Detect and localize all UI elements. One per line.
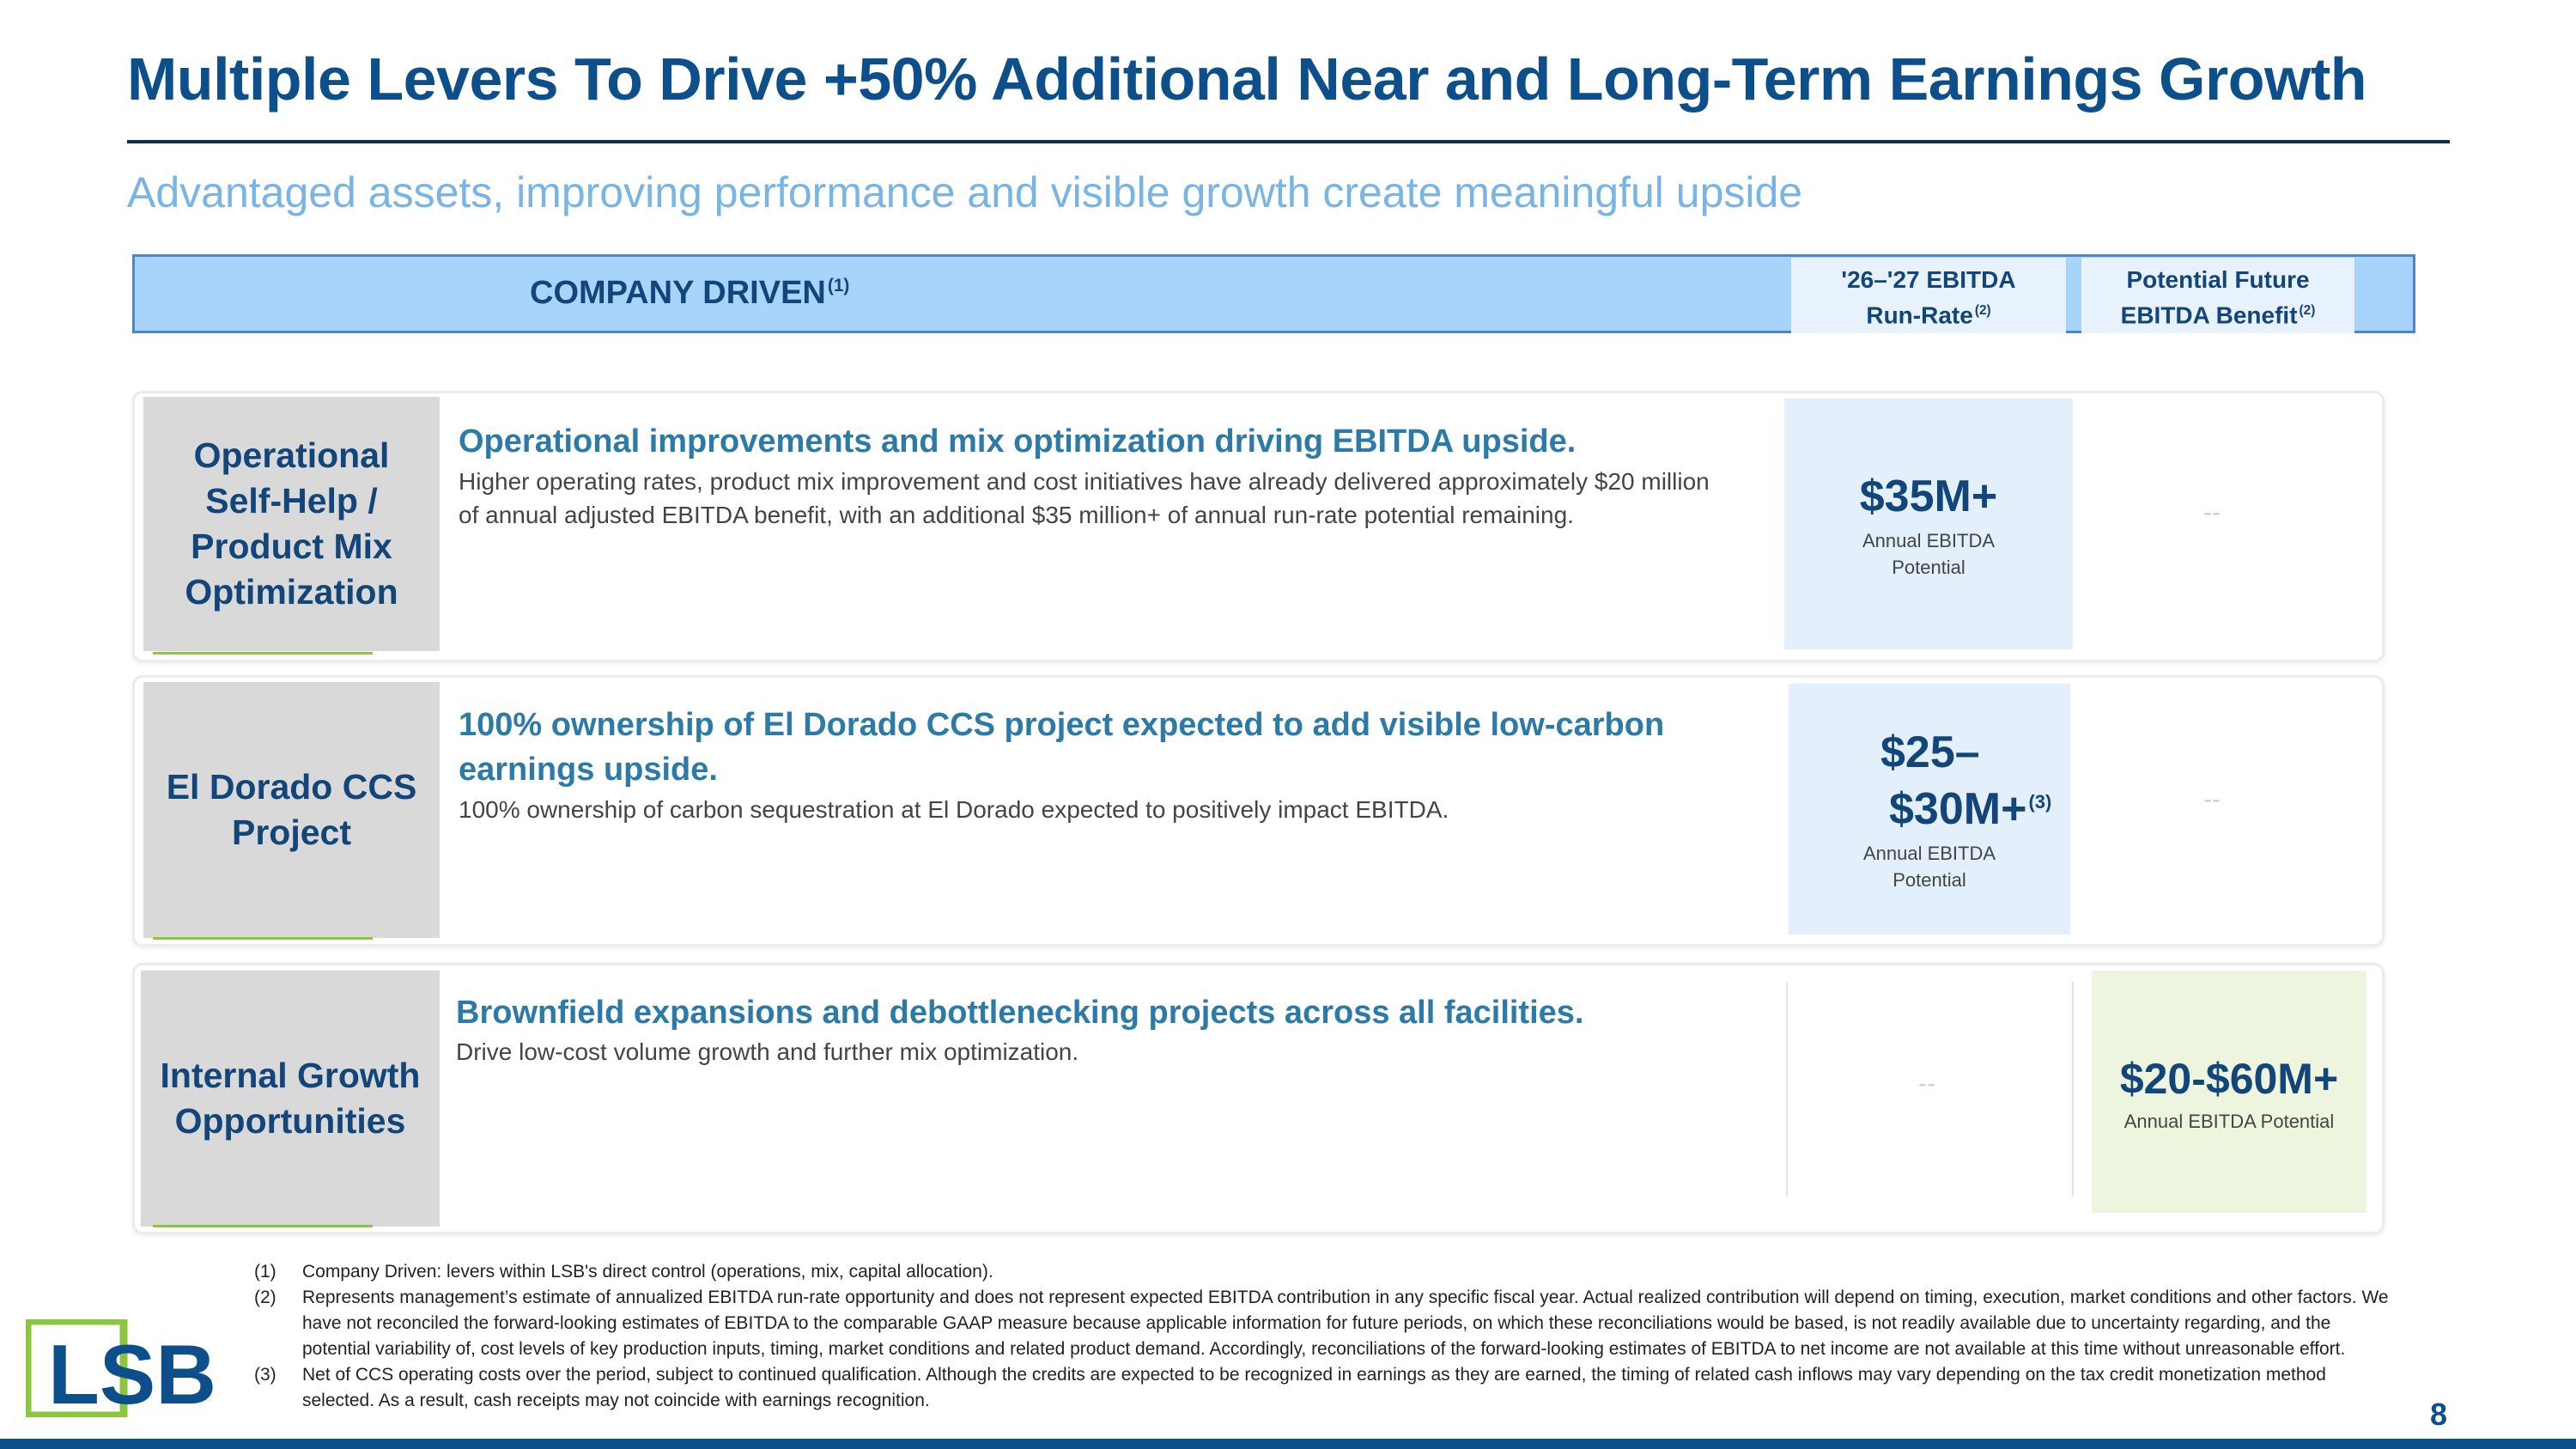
- lever-label-internal-growth: Internal Growth Opportunities: [141, 971, 440, 1227]
- future-benefit-column-header: Potential Future EBITDA Benefit $^{(2)}$: [2081, 258, 2354, 333]
- future-benefit-value: $20-$60M+: [2119, 1055, 2339, 1103]
- lever-underline: [153, 1225, 373, 1227]
- run-rate-cell: [1784, 399, 2073, 649]
- page-subtitle: Advantaged assets, improving performance and visible growth create meaningful upside: [127, 168, 1803, 216]
- run-rate-caption: Annual EBITDA Potential: [1862, 530, 1996, 578]
- title-divider: [127, 140, 2450, 143]
- run-rate-caption: Annual EBITDA Potential: [1862, 843, 1996, 891]
- lever-underline: [153, 652, 373, 654]
- lever-description: Drive low-cost volume growth and further mix optimization.: [456, 1038, 1079, 1065]
- company-driven-header: COMPANY DRIVEN$^{(1)}$: [530, 275, 850, 311]
- page-title: Multiple Levers To Drive +50% Additional Near and Long-Term Earnings Growth: [127, 46, 2367, 113]
- lever-description: Higher operating rates, product mix improvement and cost initiatives have already delivered approximately $20 million of annual adjusted EBITDA benefit, with an additional $35 million+ of annual run-rate potential remaining.: [459, 468, 1710, 528]
- page-number: 8: [2430, 1397, 2448, 1432]
- footer-bar: [0, 1439, 2576, 1449]
- svg-text:LSB: LSB: [48, 1327, 216, 1417]
- lever-label-el-dorado-ccs: El Dorado CCS Project: [143, 682, 440, 938]
- future-benefit-empty: --: [2203, 498, 2221, 527]
- future-benefit-empty: --: [2203, 785, 2221, 813]
- footnote: (3) Net of CCS operating costs over the period, subject to continued qualification. Although the credits are expected to be recognized in earnings as they are earned, the timing of related cash inflows may vary depending on the tax credit monetization method selected. As a result, cash receipts may not coincide with earnings recognition.: [254, 1365, 2326, 1410]
- lever-heading: 100% ownership of El Dorado CCS project expected to add visible low-carbon earnings upside.: [459, 707, 1665, 788]
- lever-heading: Operational improvements and mix optimization driving EBITDA upside.: [459, 423, 1577, 460]
- table-header-bar: [132, 254, 2415, 333]
- footnote: (2) Represents management’s estimate of annualized EBITDA run-rate opportunity and does not represent expected EBITDA contribution in any specific fiscal year. Actual realized contribution will depend on timing, execution, market conditions and other factors. We have not reconciled the forward-looking estimates of EBITDA to the comparable GAAP measure because applicable information for future periods, on which these reconciliations would be based, is not readily available due to uncertainty regarding, and the potential variability of, cost levels of key production inputs, timing, market conditions and related product demand. Accordingly, reconciliations of the forward-looking estimates of EBITDA to net income are not available at this time without unreasonable effort.: [254, 1288, 2389, 1359]
- run-rate-value: $35M+: [1859, 472, 1998, 521]
- lever-underline: [153, 937, 373, 940]
- lever-heading: Brownfield expansions and debottlenecking projects across all facilities.: [456, 995, 1584, 1031]
- column-divider: [2072, 982, 2074, 1196]
- future-benefit-caption: Annual EBITDA Potential: [2123, 1111, 2335, 1132]
- run-rate-empty: --: [1918, 1069, 1935, 1098]
- lever-description: 100% ownership of carbon sequestration at El Dorado expected to positively impact EBITDA.: [459, 796, 1449, 823]
- lever-label-operational: Operational Self-Help / Product Mix Optimization: [143, 397, 440, 651]
- run-rate-value: $30M+$^{(3)}$: [1889, 784, 2052, 834]
- footnotes: [254, 1259, 2401, 1414]
- run-rate-column-header: '26–'27 EBITDA Run-Rate $^{(2)}$: [1791, 258, 2066, 333]
- lsb-logo: [26, 1319, 222, 1417]
- run-rate-value: $25–: [1880, 728, 1980, 777]
- footnote: (1) Company Driven: levers within LSB's direct control (operations, mix, capital allocation).: [254, 1262, 993, 1282]
- column-divider: [1786, 982, 1788, 1196]
